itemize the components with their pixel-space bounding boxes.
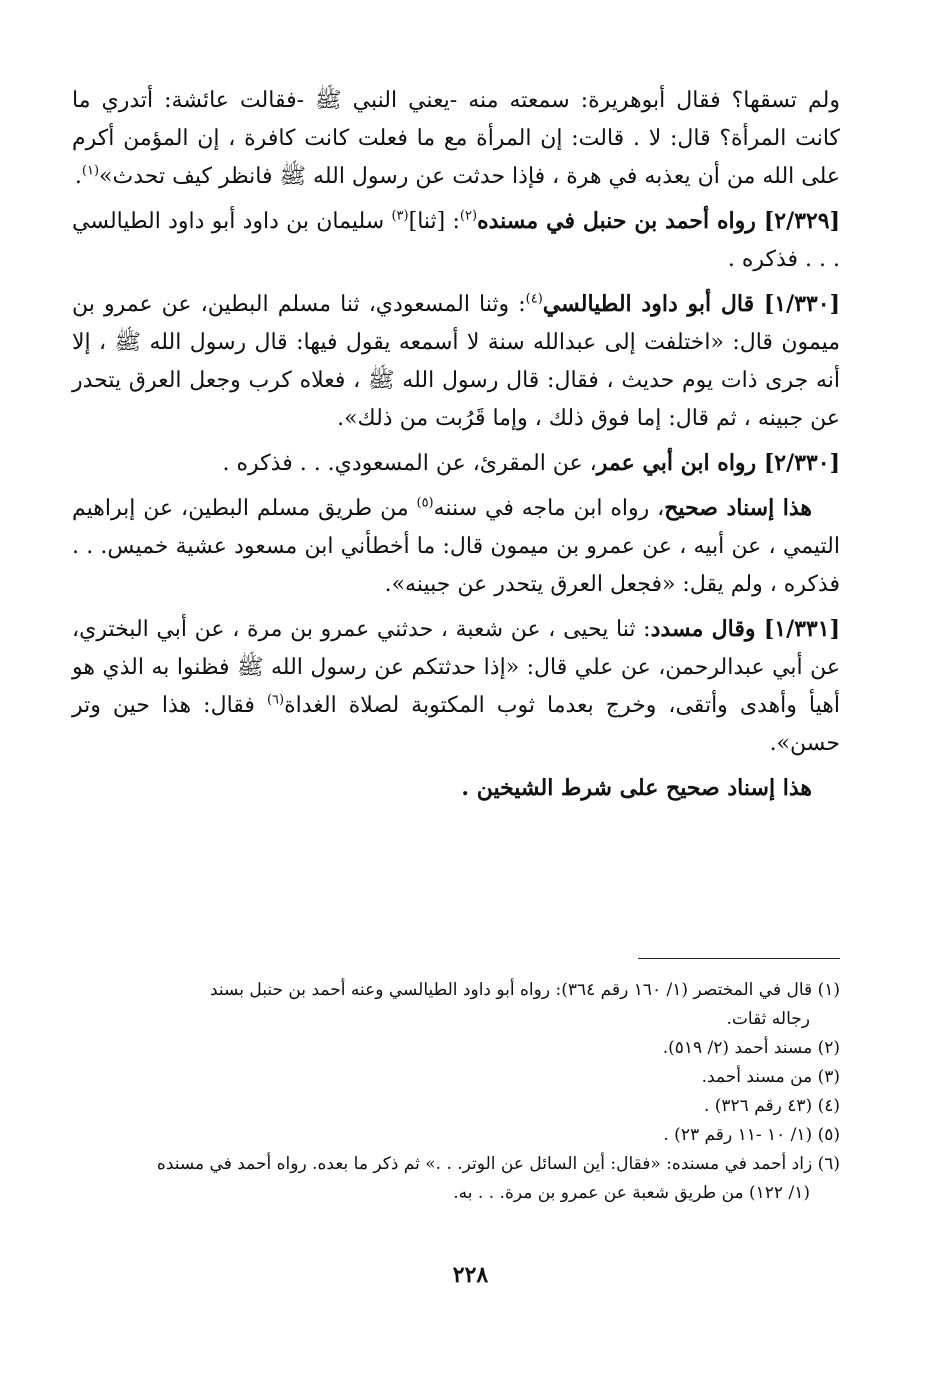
paragraph-hadith-continuation: ولم تسقها؟ فقال أبوهريرة: سمعته منه -يعني النبي ﷺ -فقالت عائشة: أتدري ما كانت المرأة؟ قال: لا . قالت: إن المرأة مع ما فعلت كانت كافرة ، إن المؤمن أكرم على الله من أن يعذبه في هرة ، فإذا حدثت عن رسول الله ﷺ فانظر كيف تحدث»$^{(١)}$.: [72, 88, 840, 189]
footnote-marker-4: (٤): [525, 291, 543, 307]
footnotes: [72, 976, 840, 1208]
isnad-grade: هذا إسناد صحيح: [664, 495, 812, 521]
footnote-marker-3: (٣): [391, 208, 409, 224]
narration-reference: [٢/٣٣٠] رواه ابن أبي عمر: [596, 450, 840, 476]
footnote-2: (٢) مسند أحمد (٢/ ٥١٩).: [662, 1038, 840, 1058]
paragraph-tayalisi-narration: [١/٣٣٠] قال أبو داود الطيالسي$^{(٤)}$: وثنا المسعودي، ثنا مسلم البطين، عن عمرو بن ميمون قال: «اختلفت إلى عبدالله سنة لا أسمعه يقول فيها: قال رسول الله ﷺ ، إلا أنه جرى ذات يوم حديث ، فقال: قال رسول الله ﷺ ، فعلاه كرب وجعل العرق يتحدر عن جبينه ، ثم قال: إما فوق ذلك ، وإما قَرُبت من ذلك».: [72, 291, 840, 431]
main-text: [72, 82, 840, 807]
footnote-marker-2: (٢): [459, 208, 478, 224]
footnote-1: (١) قال في المختصر (١/ ١٦٠ رقم ٣٦٤): رواه أبو داود الطيالسي وعنه أحمد بن حنبل بسند رجاله ثقات.: [209, 980, 840, 1029]
paragraph-isnad-sahih: هذا إسناد صحيح، رواه ابن ماجه في سننه$^{(٥)}$ من طريق مسلم البطين، عن إبراهيم التيمي ، عن أبيه ، عن عمرو بن ميمون قال: ما أخطأني ابن مسعود عشية خميس. . . فذكره ، ولم يقل: «فجعل العرق يتحدر عن جبينه».: [72, 495, 840, 597]
footnote-5: (٥) (١/ ١٠ -١١ رقم ٢٣) .: [663, 1125, 840, 1145]
footnote-6: (٦) زاد أحمد في مسنده: «فقال: أين السائل عن الوتر. . .» ثم ذكر ما بعده. رواه أحمد في مسنده (١/ ١٢٢) من طريق شعبة عن عمرو بن مرة. . . به.: [156, 1154, 840, 1203]
paragraph-final-grade: هذا إسناد صحيح على شرط الشيخين .: [461, 775, 812, 801]
footnote-separator: [638, 958, 840, 959]
paragraph-ahmad-narration: [٢/٣٢٩] رواه أحمد بن حنبل في مسنده$^{(٢)}$: [ثنا]$^{(٣)}$ سليمان بن داود أبو داود الطيالسي . . . فذكره .: [72, 208, 840, 272]
footnote-3: (٣) من مسند أحمد.: [701, 1067, 840, 1087]
footnote-marker-6: (٦): [266, 692, 285, 708]
footnote-marker-5: (٥): [416, 495, 434, 511]
paragraph-musaddad-narration: [١/٣٣١] وقال مسدد: ثنا يحيى ، عن شعبة ، حدثني عمرو بن مرة ، عن أبي البختري، عن أبي عبدالرحمن، عن علي قال: «إذا حدثتكم عن رسول الله ﷺ فظنوا به الذي هو أهيأ وأهدى وأتقى، وخرج بعدما ثوب المكتوبة لصلاة الغداة$^{(٦)}$ فقال: هذا حين وتر حسن».: [72, 616, 840, 756]
page-number: ٢٢٨: [452, 1262, 489, 1288]
footnote-4: (٤) (٤٣ رقم ٣٢٦) .: [703, 1096, 840, 1116]
narration-reference: [٢/٣٢٩] رواه أحمد بن حنبل في مسنده: [477, 208, 840, 234]
narration-reference: [١/٣٣١] وقال مسدد: [650, 616, 840, 642]
paragraph-ibn-abi-umar-narration: [٢/٣٣٠] رواه ابن أبي عمر، عن المقرئ، عن المسعودي. . . فذكره .: [222, 450, 840, 476]
narration-reference: [١/٣٣٠] قال أبو داود الطيالسي: [542, 291, 840, 317]
footnote-marker-1: (١): [81, 163, 100, 179]
